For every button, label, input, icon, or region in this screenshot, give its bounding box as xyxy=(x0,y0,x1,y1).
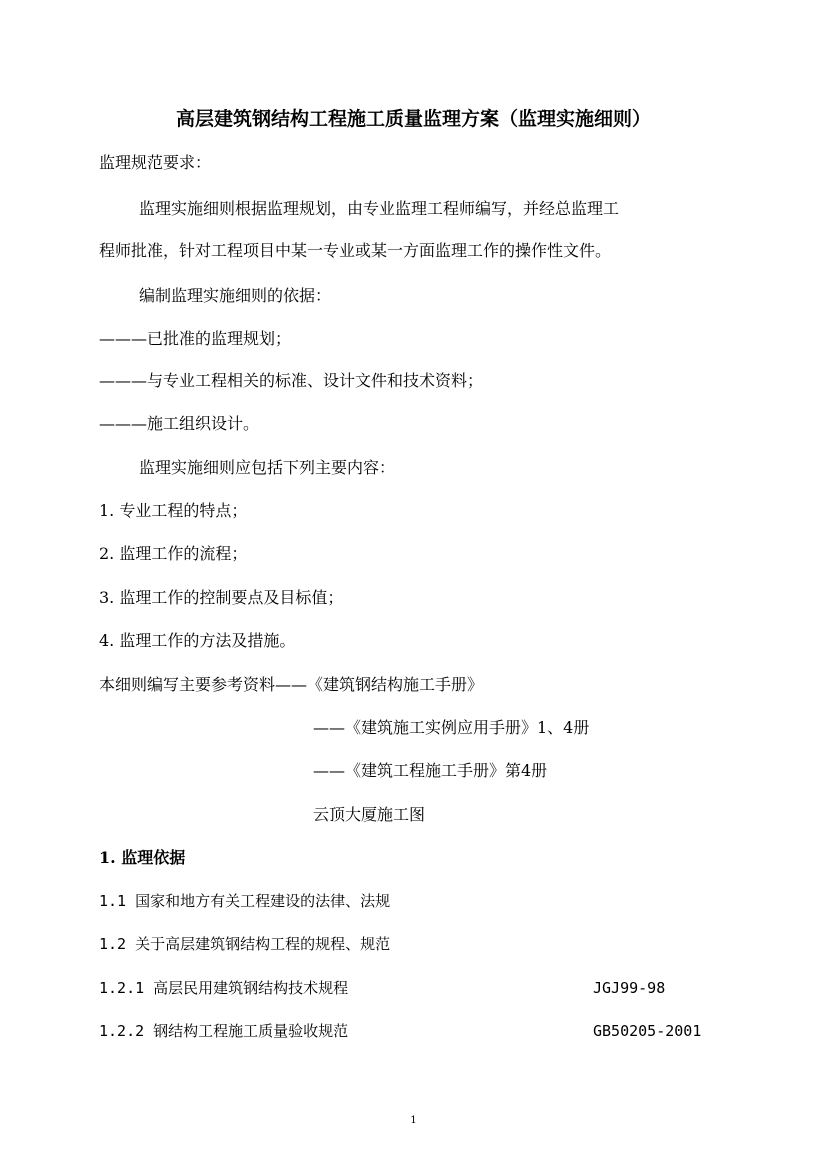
content-item: 2. 监理工作的流程； xyxy=(99,544,248,563)
standard-label: 1.2.1 高层民用建筑钢结构技术规程 xyxy=(99,979,349,997)
reference-item: ——《建筑施工实例应用手册》1、4册 xyxy=(313,718,590,737)
content-item: 4. 监理工作的方法及措施。 xyxy=(99,631,296,650)
basis-heading: 编制监理实施细则的依据： xyxy=(139,286,332,305)
document-title: 高层建筑钢结构工程施工质量监理方案（监理实施细则） xyxy=(175,108,651,130)
standard-code: GB50205-2001 xyxy=(593,1022,702,1040)
page-number: 1 xyxy=(410,1115,417,1126)
paragraph-line: 监理实施细则根据监理规划，由专业监理工程师编写，并经总监理工 xyxy=(139,199,620,218)
section-heading: 1. 监理依据 xyxy=(99,848,186,867)
content-heading: 监理实施细则应包括下列主要内容： xyxy=(139,458,396,477)
standard-label: 1.2.2 钢结构工程施工质量验收规范 xyxy=(99,1022,349,1040)
basis-item: ———已批准的监理规划； xyxy=(99,329,292,348)
basis-item: ———与专业工程相关的标准、设计文件和技术资料； xyxy=(99,371,484,390)
reference-item: 云顶大厦施工图 xyxy=(313,805,426,824)
content-item: 3. 监理工作的控制要点及目标值； xyxy=(99,588,344,607)
intro-heading: 监理规范要求： xyxy=(99,153,212,172)
subsection-heading: 1.1 国家和地方有关工程建设的法律、法规 xyxy=(99,892,391,910)
subsection-heading: 1.2 关于高层建筑钢结构工程的规程、规范 xyxy=(99,935,391,953)
reference-item: ——《建筑工程施工手册》第4册 xyxy=(313,761,548,780)
references-intro: 本细则编写主要参考资料——《建筑钢结构施工手册》 xyxy=(99,675,484,694)
paragraph-line: 程师批准，针对工程项目中某一专业或某一方面监理工作的操作性文件。 xyxy=(99,241,612,260)
standard-code: JGJ99-98 xyxy=(593,979,666,997)
content-item: 1. 专业工程的特点； xyxy=(99,501,248,520)
basis-item: ———施工组织设计。 xyxy=(99,414,260,433)
